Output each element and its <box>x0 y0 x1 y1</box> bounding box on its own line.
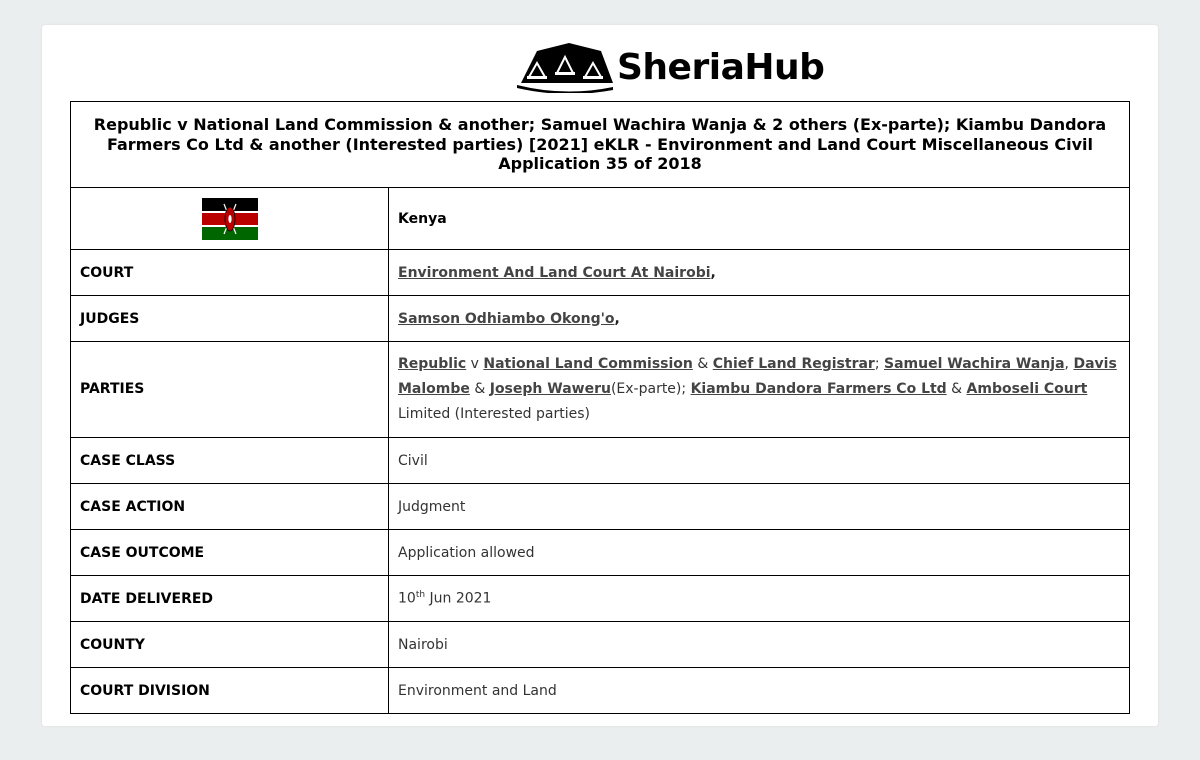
court-row <box>71 250 1130 296</box>
court-division-row <box>71 668 1130 714</box>
date-delivered-row <box>71 576 1130 622</box>
parties-label: PARTIES <box>71 342 389 438</box>
judges-suffix: , <box>614 310 620 327</box>
party-link-kiambu-dandora-farmers[interactable]: Kiambu Dandora Farmers Co Ltd <box>690 381 947 397</box>
kenya-flag-icon <box>202 198 258 240</box>
judges-row <box>71 296 1130 342</box>
party-sep: Limited (Interested parties) <box>398 406 590 422</box>
party-link-davis-malombe[interactable]: Davis Malombe <box>398 356 1117 397</box>
case-title: Republic v National Land Commission & another; Samuel Wachira Wanja & 2 others (Ex-parte); Kiambu Dandora Farmers Co Ltd & another (Interested parties) [2021] eKLR - Environment and Land Court Miscellaneous Civil Application 35 of 2018 <box>71 102 1130 188</box>
party-sep: (Ex-parte); <box>610 381 691 397</box>
county-value: Nairobi <box>389 622 1130 668</box>
party-sep: ; <box>874 356 884 372</box>
party-sep: & <box>692 356 713 372</box>
date-rest: Jun 2021 <box>425 590 492 607</box>
judge-link[interactable]: Samson Odhiambo Okong'o <box>398 310 615 327</box>
court-value <box>389 250 1130 296</box>
title-row <box>71 102 1130 188</box>
judges-value <box>389 296 1130 342</box>
party-link-national-land-commission[interactable]: National Land Commission <box>483 356 693 372</box>
county-label: COUNTY <box>71 622 389 668</box>
date-delivered-label: DATE DELIVERED <box>71 576 389 622</box>
court-division-label: COURT DIVISION <box>71 668 389 714</box>
court-label: COURT <box>71 250 389 296</box>
parties-value <box>389 342 1130 438</box>
case-class-label: CASE CLASS <box>71 438 389 484</box>
date-delivered-value <box>389 576 1130 622</box>
court-suffix: , <box>710 264 716 281</box>
party-sep: & <box>946 381 967 397</box>
scales-of-justice-icon <box>517 43 615 93</box>
case-class-row <box>71 438 1130 484</box>
case-action-label: CASE ACTION <box>71 484 389 530</box>
case-metadata-table <box>70 101 1130 714</box>
court-link[interactable]: Environment And Land Court At Nairobi <box>398 264 711 281</box>
party-link-amboseli-court[interactable]: Amboseli Court <box>966 381 1088 397</box>
party-link-joseph-waweru[interactable]: Joseph Waweru <box>489 381 611 397</box>
party-sep: v <box>466 356 484 372</box>
brand-name: SheriaHub <box>617 47 825 88</box>
date-ordinal: th <box>415 590 426 601</box>
sheriahub-logo[interactable] <box>517 43 824 93</box>
case-action-value: Judgment <box>389 484 1130 530</box>
party-link-republic[interactable]: Republic <box>398 356 467 372</box>
parties-row <box>71 342 1130 438</box>
court-division-value: Environment and Land <box>389 668 1130 714</box>
case-action-row <box>71 484 1130 530</box>
case-outcome-value: Application allowed <box>389 530 1130 576</box>
flag-cell <box>71 188 389 250</box>
country-name: Kenya <box>389 188 1130 250</box>
party-link-samuel-wachira-wanja[interactable]: Samuel Wachira Wanja <box>884 356 1065 372</box>
party-link-chief-land-registrar[interactable]: Chief Land Registrar <box>712 356 875 372</box>
document-card <box>42 25 1158 726</box>
party-sep: , <box>1064 356 1074 372</box>
country-row <box>71 188 1130 250</box>
case-outcome-label: CASE OUTCOME <box>71 530 389 576</box>
case-class-value: Civil <box>389 438 1130 484</box>
party-sep: & <box>469 381 490 397</box>
case-outcome-row <box>71 530 1130 576</box>
judges-label: JUDGES <box>71 296 389 342</box>
county-row <box>71 622 1130 668</box>
date-day: 10 <box>398 590 416 607</box>
